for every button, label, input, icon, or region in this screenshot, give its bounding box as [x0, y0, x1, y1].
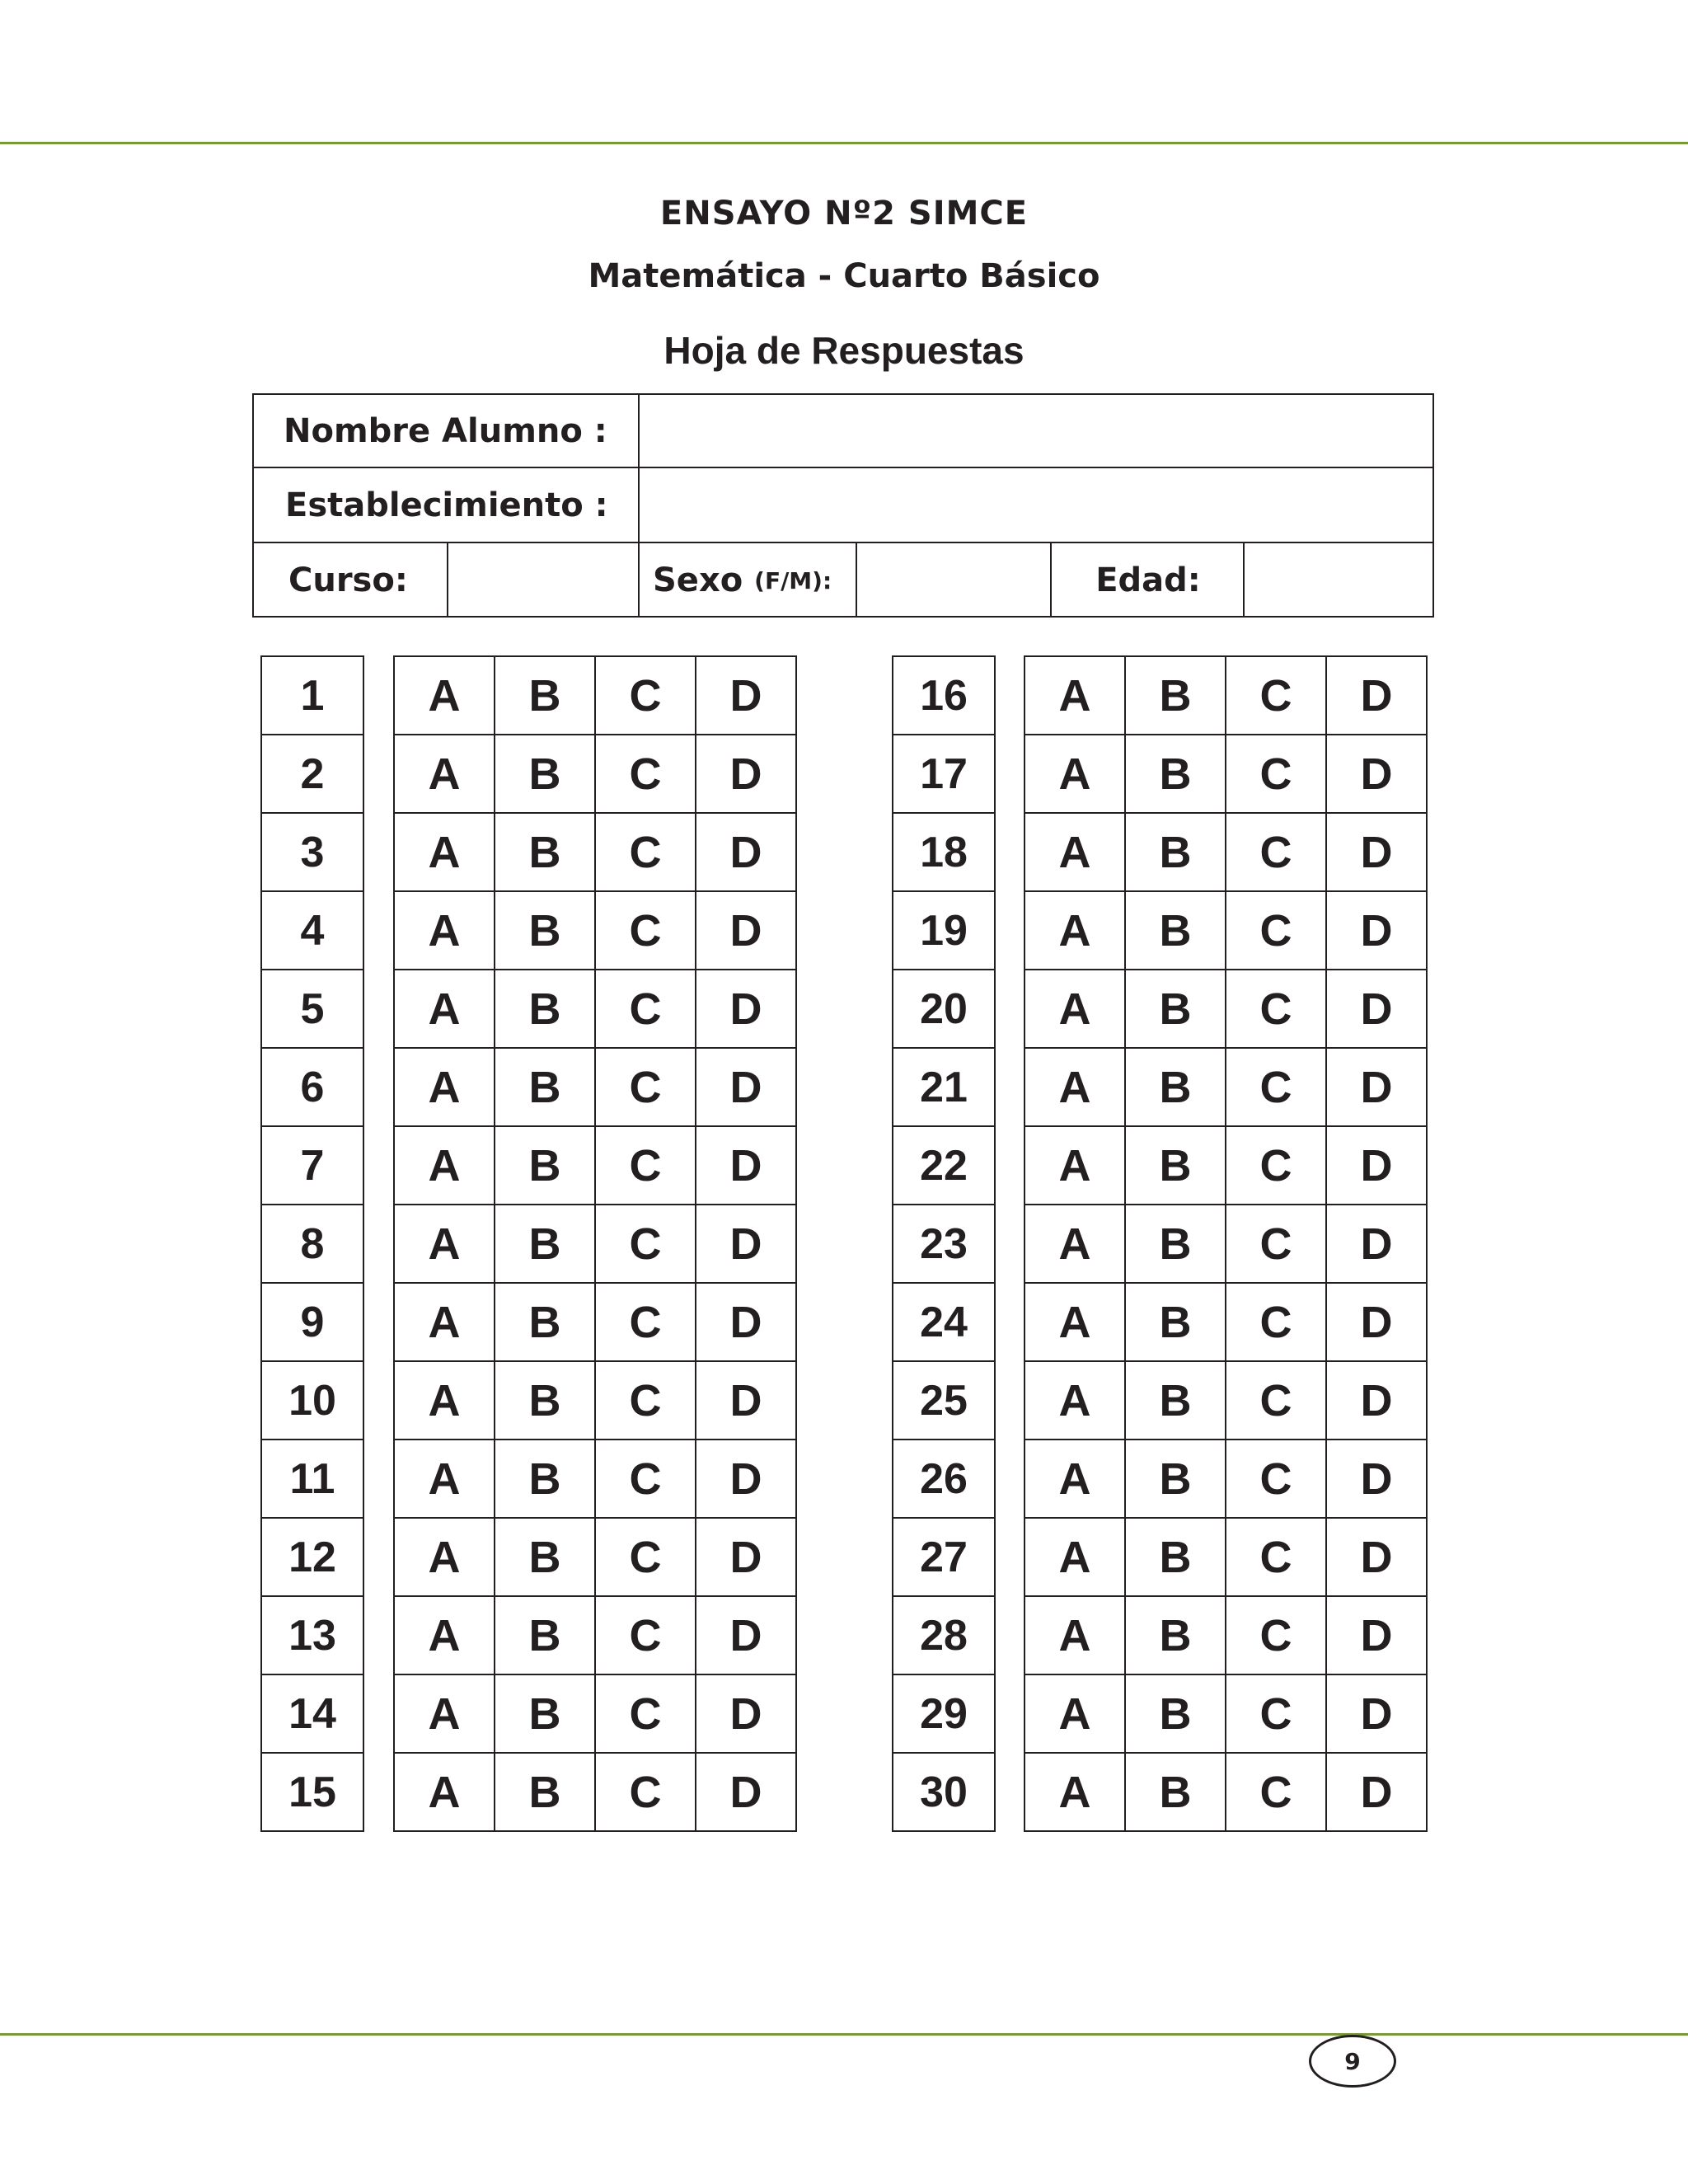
answer-option-c[interactable]: C: [1226, 1126, 1326, 1205]
answer-option-d[interactable]: D: [1326, 1674, 1427, 1753]
answer-option-a[interactable]: A: [1025, 813, 1125, 891]
answer-option-a[interactable]: A: [394, 1048, 495, 1126]
answer-option-b[interactable]: B: [495, 1205, 595, 1283]
answer-option-c[interactable]: C: [595, 1440, 696, 1518]
question-row: [893, 1753, 995, 1831]
answer-option-a[interactable]: A: [1025, 891, 1125, 970]
sexo-label-cell: [640, 543, 860, 618]
page-subtitle: Matemática - Cuarto Básico: [588, 257, 1100, 295]
question-row: [261, 1518, 363, 1596]
question-number: 29: [893, 1674, 995, 1753]
question-number: 20: [893, 970, 995, 1048]
question-number: 17: [893, 735, 995, 813]
answer-option-b[interactable]: B: [1125, 656, 1226, 735]
answer-option-d[interactable]: D: [696, 1674, 796, 1753]
answer-option-a[interactable]: A: [394, 970, 495, 1048]
answer-option-b[interactable]: B: [495, 1283, 595, 1361]
establecimiento-field[interactable]: [640, 468, 1432, 542]
answer-option-a[interactable]: A: [394, 891, 495, 970]
question-row: [893, 1048, 995, 1126]
answer-option-c[interactable]: C: [1226, 1440, 1326, 1518]
answer-option-c[interactable]: C: [595, 1753, 696, 1831]
answer-option-a[interactable]: A: [1025, 1596, 1125, 1674]
question-row: [261, 1361, 363, 1440]
edad-field[interactable]: [1245, 543, 1432, 618]
answer-row: [1025, 1753, 1427, 1831]
answer-option-c[interactable]: C: [1226, 656, 1326, 735]
answer-option-b[interactable]: B: [495, 1440, 595, 1518]
answer-row: [1025, 1596, 1427, 1674]
answer-row: [394, 1518, 796, 1596]
answer-row: [394, 1048, 796, 1126]
question-number: 1: [261, 656, 363, 735]
answer-option-b[interactable]: B: [495, 970, 595, 1048]
question-number: 26: [893, 1440, 995, 1518]
answer-option-a[interactable]: A: [394, 1283, 495, 1361]
question-row: [261, 1753, 363, 1831]
answer-option-c[interactable]: C: [595, 813, 696, 891]
answer-option-c[interactable]: C: [595, 1283, 696, 1361]
answer-option-a[interactable]: A: [394, 1361, 495, 1440]
answer-option-b[interactable]: B: [495, 656, 595, 735]
question-number: 18: [893, 813, 995, 891]
answer-option-d[interactable]: D: [1326, 1753, 1427, 1831]
answer-row: [1025, 813, 1427, 891]
question-number: 6: [261, 1048, 363, 1126]
answer-option-b[interactable]: B: [495, 1596, 595, 1674]
answer-option-d[interactable]: D: [1326, 1440, 1427, 1518]
answer-row: [1025, 735, 1427, 813]
question-row: [893, 1518, 995, 1596]
nombre-label: Nombre Alumno :: [284, 411, 607, 450]
answer-option-c[interactable]: C: [595, 1361, 696, 1440]
curso-label: Curso:: [288, 561, 408, 599]
answer-option-a[interactable]: A: [1025, 1753, 1125, 1831]
answer-option-b[interactable]: B: [1125, 735, 1226, 813]
question-row: [261, 1205, 363, 1283]
answer-option-b[interactable]: B: [495, 813, 595, 891]
answer-option-c[interactable]: C: [1226, 1596, 1326, 1674]
answer-option-a[interactable]: A: [1025, 1126, 1125, 1205]
answer-option-c[interactable]: C: [595, 1126, 696, 1205]
question-row: [893, 1283, 995, 1361]
question-number: 30: [893, 1753, 995, 1831]
curso-field[interactable]: [448, 543, 638, 618]
answer-option-a[interactable]: A: [1025, 1283, 1125, 1361]
answer-row: [1025, 1126, 1427, 1205]
answer-option-b[interactable]: B: [1125, 1205, 1226, 1283]
answer-option-c[interactable]: C: [1226, 1361, 1326, 1440]
answer-option-b[interactable]: B: [495, 1518, 595, 1596]
answer-option-c[interactable]: C: [1226, 1283, 1326, 1361]
question-row: [893, 1205, 995, 1283]
answer-row: [1025, 1048, 1427, 1126]
question-number: 21: [893, 1048, 995, 1126]
answer-row: [394, 1361, 796, 1440]
answer-option-c[interactable]: C: [595, 1205, 696, 1283]
question-number: 14: [261, 1674, 363, 1753]
answer-option-a[interactable]: A: [394, 735, 495, 813]
answer-option-a[interactable]: A: [394, 1440, 495, 1518]
establecimiento-row: [254, 468, 1432, 543]
answer-option-a[interactable]: A: [1025, 1048, 1125, 1126]
answer-row: [394, 735, 796, 813]
answer-option-c[interactable]: C: [1226, 970, 1326, 1048]
answer-option-b[interactable]: B: [495, 1048, 595, 1126]
answer-option-d[interactable]: D: [1326, 735, 1427, 813]
answer-option-a[interactable]: A: [1025, 1674, 1125, 1753]
answer-option-a[interactable]: A: [1025, 1518, 1125, 1596]
answer-option-b[interactable]: B: [1125, 1048, 1226, 1126]
answer-row: [394, 1596, 796, 1674]
answer-row: [394, 1753, 796, 1831]
answer-row: [1025, 1674, 1427, 1753]
answer-row: [1025, 1518, 1427, 1596]
question-row: [893, 970, 995, 1048]
answer-option-b[interactable]: B: [1125, 970, 1226, 1048]
question-number: 4: [261, 891, 363, 970]
answer-option-d[interactable]: D: [696, 813, 796, 891]
question-row: [261, 735, 363, 813]
student-info-table: [252, 393, 1434, 618]
answer-option-d[interactable]: D: [696, 1440, 796, 1518]
question-number: 28: [893, 1596, 995, 1674]
answer-option-c[interactable]: C: [1226, 1753, 1326, 1831]
answer-option-d[interactable]: D: [1326, 1596, 1427, 1674]
answer-option-d[interactable]: D: [696, 1596, 796, 1674]
answer-option-c[interactable]: C: [1226, 1674, 1326, 1753]
question-number: 2: [261, 735, 363, 813]
sheet-title: Hoja de Respuestas: [663, 329, 1025, 372]
question-row: [893, 1674, 995, 1753]
answer-row: [394, 1440, 796, 1518]
sexo-label: Sexo: [653, 561, 743, 599]
answer-option-b[interactable]: B: [495, 1126, 595, 1205]
bottom-rule: [0, 2033, 1688, 2036]
top-rule: [0, 142, 1688, 144]
question-row: [893, 1440, 995, 1518]
answer-option-a[interactable]: A: [1025, 970, 1125, 1048]
question-row: [893, 1361, 995, 1440]
question-number: 9: [261, 1283, 363, 1361]
answer-option-c[interactable]: C: [595, 1518, 696, 1596]
question-number: 11: [261, 1440, 363, 1518]
question-number: 13: [261, 1596, 363, 1674]
question-number: 5: [261, 970, 363, 1048]
sexo-hint: (F/M):: [754, 566, 832, 594]
question-number: 15: [261, 1753, 363, 1831]
question-row: [261, 656, 363, 735]
answer-option-d[interactable]: D: [1326, 1283, 1427, 1361]
answer-option-d[interactable]: D: [1326, 891, 1427, 970]
answer-row: [394, 1126, 796, 1205]
question-row: [893, 735, 995, 813]
answer-option-a[interactable]: A: [1025, 735, 1125, 813]
question-numbers-left: [260, 655, 364, 1832]
answer-option-c[interactable]: C: [595, 1674, 696, 1753]
answer-option-b[interactable]: B: [495, 1361, 595, 1440]
answer-row: [394, 813, 796, 891]
answer-option-c[interactable]: C: [1226, 1205, 1326, 1283]
answer-option-a[interactable]: A: [1025, 1361, 1125, 1440]
answer-option-d[interactable]: D: [1326, 970, 1427, 1048]
answer-option-b[interactable]: B: [1125, 1440, 1226, 1518]
question-number: 24: [893, 1283, 995, 1361]
answer-option-b[interactable]: B: [495, 1674, 595, 1753]
answer-option-a[interactable]: A: [394, 1205, 495, 1283]
answer-option-d[interactable]: D: [1326, 656, 1427, 735]
question-row: [261, 1283, 363, 1361]
answer-option-c[interactable]: C: [595, 656, 696, 735]
answer-option-a[interactable]: A: [1025, 1205, 1125, 1283]
answer-option-b[interactable]: B: [1125, 1674, 1226, 1753]
answer-option-a[interactable]: A: [394, 656, 495, 735]
question-number: 3: [261, 813, 363, 891]
answer-option-d[interactable]: D: [1326, 813, 1427, 891]
question-row: [261, 1126, 363, 1205]
nombre-row: [254, 395, 1432, 468]
answer-row: [1025, 891, 1427, 970]
answer-option-d[interactable]: D: [696, 656, 796, 735]
question-number: 23: [893, 1205, 995, 1283]
sexo-field[interactable]: [857, 543, 1050, 618]
answer-options-right: [1024, 655, 1428, 1832]
answer-row: [394, 1674, 796, 1753]
question-row: [261, 813, 363, 891]
question-number: 7: [261, 1126, 363, 1205]
answer-option-b[interactable]: B: [1125, 891, 1226, 970]
question-row: [893, 1596, 995, 1674]
answer-option-b[interactable]: B: [1125, 1753, 1226, 1831]
answer-option-b[interactable]: B: [1125, 1126, 1226, 1205]
answer-option-d[interactable]: D: [696, 970, 796, 1048]
answer-option-c[interactable]: C: [1226, 813, 1326, 891]
answer-option-d[interactable]: D: [1326, 1518, 1427, 1596]
answer-option-c[interactable]: C: [1226, 891, 1326, 970]
question-number: 27: [893, 1518, 995, 1596]
answer-option-a[interactable]: A: [394, 1596, 495, 1674]
answer-option-d[interactable]: D: [696, 1205, 796, 1283]
answer-row: [394, 891, 796, 970]
question-number: 12: [261, 1518, 363, 1596]
answer-option-d[interactable]: D: [696, 891, 796, 970]
answer-row: [1025, 1205, 1427, 1283]
answer-option-c[interactable]: C: [595, 735, 696, 813]
answer-option-c[interactable]: C: [1226, 1048, 1326, 1126]
answer-option-c[interactable]: C: [1226, 1518, 1326, 1596]
question-row: [893, 891, 995, 970]
answer-option-d[interactable]: D: [696, 735, 796, 813]
question-number: 22: [893, 1126, 995, 1205]
answer-option-a[interactable]: A: [394, 1518, 495, 1596]
question-row: [261, 1674, 363, 1753]
question-number: 16: [893, 656, 995, 735]
answer-option-b[interactable]: B: [1125, 1361, 1226, 1440]
question-number: 10: [261, 1361, 363, 1440]
answer-option-d[interactable]: D: [696, 1126, 796, 1205]
answer-option-c[interactable]: C: [595, 970, 696, 1048]
question-number: 8: [261, 1205, 363, 1283]
answer-option-d[interactable]: D: [1326, 1048, 1427, 1126]
question-row: [893, 1126, 995, 1205]
page-number: 9: [1309, 2035, 1396, 2088]
answer-option-d[interactable]: D: [696, 1283, 796, 1361]
question-row: [261, 1596, 363, 1674]
answer-option-c[interactable]: C: [595, 1596, 696, 1674]
question-numbers-right: [892, 655, 996, 1832]
answer-option-b[interactable]: B: [495, 735, 595, 813]
question-row: [261, 1048, 363, 1126]
answer-option-a[interactable]: A: [394, 1674, 495, 1753]
answer-option-a[interactable]: A: [394, 813, 495, 891]
curso-sexo-edad-row: [254, 543, 1432, 618]
answer-option-c[interactable]: C: [1226, 735, 1326, 813]
answer-option-a[interactable]: A: [1025, 656, 1125, 735]
answer-row: [1025, 970, 1427, 1048]
answer-option-d[interactable]: D: [1326, 1361, 1427, 1440]
answer-option-d[interactable]: D: [696, 1753, 796, 1831]
page-title: ENSAYO Nº2 SIMCE: [659, 195, 1029, 232]
nombre-field[interactable]: [640, 395, 1432, 467]
answer-row: [1025, 1440, 1427, 1518]
question-row: [261, 891, 363, 970]
answer-row: [394, 970, 796, 1048]
answer-option-d[interactable]: D: [696, 1048, 796, 1126]
answer-option-d[interactable]: D: [1326, 1205, 1427, 1283]
answer-option-b[interactable]: B: [1125, 1283, 1226, 1361]
answer-row: [1025, 656, 1427, 735]
answer-row: [1025, 1283, 1427, 1361]
establecimiento-label: Establecimiento :: [285, 486, 608, 524]
answer-option-a[interactable]: A: [1025, 1440, 1125, 1518]
question-number: 25: [893, 1361, 995, 1440]
answer-option-b[interactable]: B: [495, 1753, 595, 1831]
answer-option-a[interactable]: A: [394, 1753, 495, 1831]
answer-option-d[interactable]: D: [1326, 1126, 1427, 1205]
answer-row: [394, 1283, 796, 1361]
question-row: [261, 970, 363, 1048]
answer-option-b[interactable]: B: [1125, 1518, 1226, 1596]
answer-option-b[interactable]: B: [1125, 1596, 1226, 1674]
question-number: 19: [893, 891, 995, 970]
edad-label: Edad:: [1095, 561, 1201, 599]
answer-option-d[interactable]: D: [696, 1518, 796, 1596]
answer-option-d[interactable]: D: [696, 1361, 796, 1440]
answer-option-a[interactable]: A: [394, 1126, 495, 1205]
question-row: [893, 813, 995, 891]
answer-row: [1025, 1361, 1427, 1440]
answer-option-b[interactable]: B: [495, 891, 595, 970]
answer-option-b[interactable]: B: [1125, 813, 1226, 891]
answer-row: [394, 656, 796, 735]
question-row: [261, 1440, 363, 1518]
answer-option-c[interactable]: C: [595, 1048, 696, 1126]
question-row: [893, 656, 995, 735]
answer-option-c[interactable]: C: [595, 891, 696, 970]
answer-row: [394, 1205, 796, 1283]
answer-options-left: [393, 655, 797, 1832]
